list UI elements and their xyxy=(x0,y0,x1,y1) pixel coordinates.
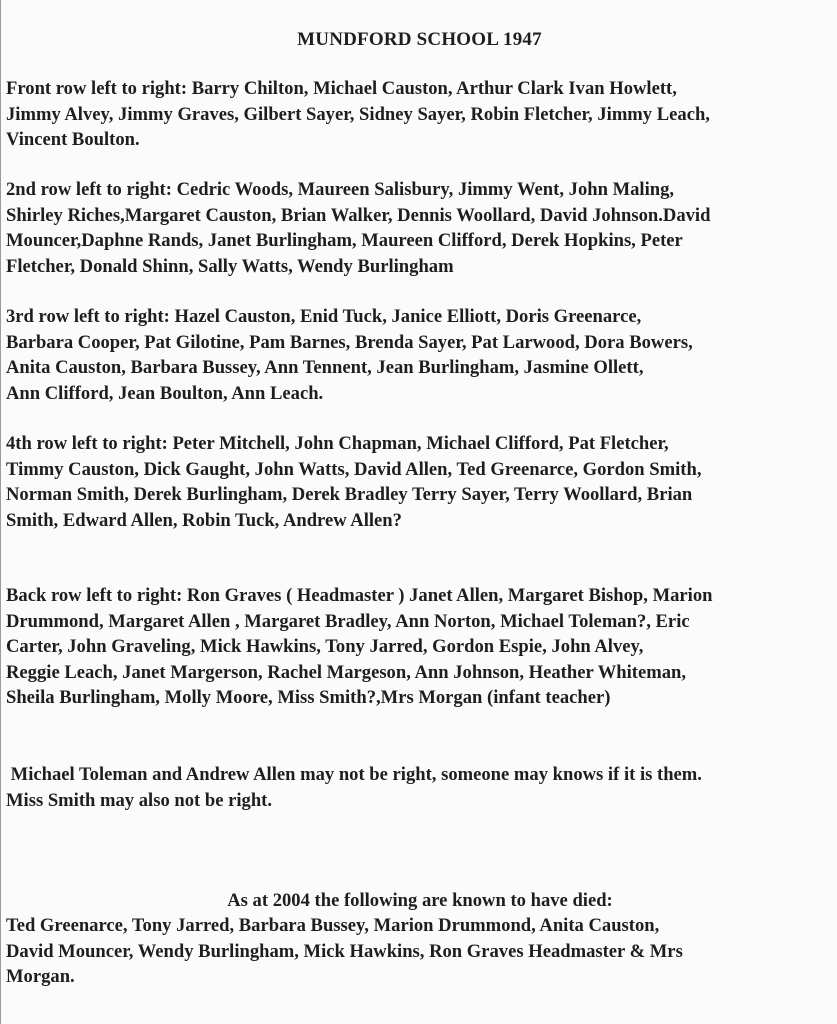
text-line: 2nd row left to right: Cedric Woods, Maureen Salisbury, Jimmy Went, John Maling, xyxy=(6,179,675,200)
second-row-paragraph xyxy=(6,177,834,279)
text-line: 4th row left to right: Peter Mitchell, John Chapman, Michael Clifford, Pat Fletcher, xyxy=(6,433,669,454)
text-line: 3rd row left to right: Hazel Causton, Enid Tuck, Janice Elliott, Doris Greenarce, xyxy=(6,306,642,327)
text-line: Miss Smith may also not be right. xyxy=(6,789,273,811)
text-line: Reggie Leach, Janet Margerson, Rachel Margeson, Ann Johnson, Heather Whiteman, xyxy=(6,661,687,683)
text-line: David Mouncer, Wendy Burlingham, Mick Hawkins, Ron Graves Headmaster & Mrs xyxy=(6,940,683,962)
text-line: Fletcher, Donald Shinn, Sally Watts, Wendy Burlingham xyxy=(6,255,454,277)
page-title: MUNDFORD SCHOOL 1947 xyxy=(297,29,542,50)
text-line: Mouncer,Daphne Rands, Janet Burlingham, Maureen Clifford, Derek Hopkins, Peter xyxy=(6,230,683,251)
text-line: Jimmy Alvey, Jimmy Graves, Gilbert Sayer, Sidney Sayer, Robin Fletcher, Jimmy Leach, xyxy=(6,103,710,125)
text-line: Front row left to right: Barry Chilton, Michael Causton, Arthur Clark Ivan Howlett, xyxy=(6,78,677,99)
text-line: Smith, Edward Allen, Robin Tuck, Andrew Allen? xyxy=(6,509,402,531)
fourth-row-paragraph xyxy=(6,431,834,533)
text-line: Ann Clifford, Jean Boulton, Ann Leach. xyxy=(6,382,324,404)
text-line: Barbara Cooper, Pat Gilotine, Pam Barnes, Brenda Sayer, Pat Larwood, Dora Bowers, xyxy=(6,331,693,353)
text-line: Timmy Causton, Dick Gaught, John Watts, David Allen, Ted Greenarce, Gordon Smith, xyxy=(6,458,702,480)
text-line: Anita Causton, Barbara Bussey, Ann Tennent, Jean Burlingham, Jasmine Ollett, xyxy=(6,357,644,378)
third-row-paragraph xyxy=(6,304,834,406)
text-line: Shirley Riches,Margaret Causton, Brian Walker, Dennis Woollard, David Johnson.David xyxy=(6,204,711,226)
died-heading: As at 2004 the following are known to have died: xyxy=(227,890,613,911)
text-line: Morgan. xyxy=(6,966,75,987)
back-row-paragraph xyxy=(6,583,834,711)
text-line: Norman Smith, Derek Burlingham, Derek Bradley Terry Sayer, Terry Woollard, Brian xyxy=(6,484,693,505)
text-line: Ted Greenarce, Tony Jarred, Barbara Bussey, Marion Drummond, Anita Causton, xyxy=(6,915,660,936)
text-line: Carter, John Graveling, Mick Hawkins, Tony Jarred, Gordon Espie, John Alvey, xyxy=(6,636,644,657)
text-line: Drummond, Margaret Allen , Margaret Bradley, Ann Norton, Michael Toleman?, Eric xyxy=(6,610,690,632)
note-paragraph xyxy=(6,762,834,813)
text-line: Michael Toleman and Andrew Allen may not be right, someone may knows if it is them. xyxy=(6,764,702,785)
died-list-paragraph xyxy=(6,913,834,990)
front-row-paragraph xyxy=(6,76,834,153)
text-line: Back row left to right: Ron Graves ( Headmaster ) Janet Allen, Margaret Bishop, Marion xyxy=(6,585,713,606)
text-line: Sheila Burlingham, Molly Moore, Miss Smith?,Mrs Morgan (infant teacher) xyxy=(6,687,611,708)
text-line: Vincent Boulton. xyxy=(6,129,140,150)
